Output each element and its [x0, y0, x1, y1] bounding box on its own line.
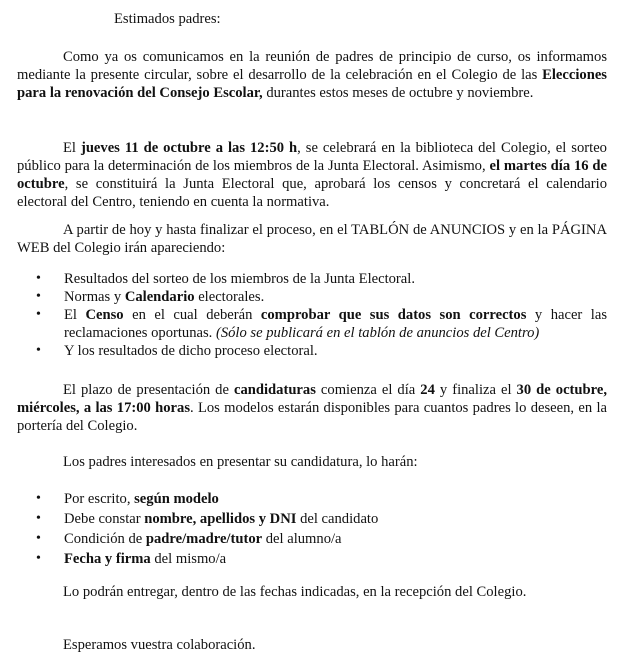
requirements-list — [17, 490, 607, 570]
p2-text: El — [63, 140, 81, 156]
bullet-icon: • — [36, 531, 41, 546]
p2-text-end: , se constituirá la Junta Electoral que, aprobará los censos y concretará el calendario electoral del Centro, teniendo en cuenta la normativa. — [17, 176, 607, 210]
closing: Esperamos vuestra colaboración. — [63, 637, 256, 653]
paragraph-interesados: Los padres interesados en presentar su candidatura, lo harán: — [63, 454, 418, 470]
p1-text-end: durantes estos meses de octubre y noviembre. — [262, 85, 534, 101]
p1-bold-elections: Elecciones para la renovación del Consejo Escolar, — [17, 67, 607, 101]
bullet-icon: • — [36, 289, 41, 304]
paragraph-elections-intro — [17, 48, 607, 102]
paragraph-tablon: A partir de hoy y hasta finalizar el proceso, en el TABLÓN de ANUNCIOS y en la PÁGINA WEB del Colegio irán apareciendo: — [17, 222, 607, 256]
p2-bold-date2: el martes día 16 de octubre — [17, 158, 607, 192]
bullet-icon: • — [36, 343, 41, 358]
paragraph-junta-electoral — [17, 139, 607, 211]
bullet-icon: • — [36, 551, 41, 566]
list-item: • Por escrito, según modelo — [36, 491, 219, 507]
list-item: • Debe constar nombre, apellidos y DNI del candidato — [36, 511, 379, 527]
list-item: • Resultados del sorteo de los miembros de la Junta Electoral. — [36, 271, 415, 287]
list-item: • El Censo en el cual deberán comprobar que sus datos son correctos y hacer las reclamaciones oportunas. (Sólo se publicará en el tablón de anuncios del Centro) — [36, 307, 607, 341]
list-item: • Normas y Calendario electorales. — [36, 289, 265, 305]
p1-text: Como ya os comunicamos en la reunión de padres de principio de curso, os informamos mediante la presente circular, sobre el desarrollo de la celebración en el Colegio de las — [17, 49, 607, 83]
bullet-icon: • — [36, 307, 41, 322]
bullet-icon: • — [36, 271, 41, 286]
list-item: • Condición de padre/madre/tutor del alumno/a — [36, 531, 342, 547]
bullet-icon: • — [36, 511, 41, 526]
list-item: • Fecha y firma del mismo/a — [36, 551, 227, 567]
publication-list — [17, 270, 607, 360]
list-item: • Y los resultados de dicho proceso electoral. — [36, 343, 318, 359]
p2-bold-date1: jueves 11 de octubre a las 12:50 h — [80, 140, 298, 156]
paragraph-candidaturas: El plazo de presentación de candidaturas comienza el día 24 y finaliza el 30 de octubre, miércoles, a las 17:00 horas. Los modelos estarán disponibles para cuantos padres lo deseen, en la portería del Colegio. — [17, 382, 607, 434]
bullet-icon: • — [36, 491, 41, 506]
p2-text-mid: , se celebrará en la biblioteca del Colegio, el sorteo público para la determinación de los miembros de la Junta Electoral. Asimismo, — [17, 140, 607, 174]
paragraph-entrega: Lo podrán entregar, dentro de las fechas indicadas, en la recepción del Colegio. — [63, 584, 527, 600]
greeting: Estimados padres: — [114, 11, 221, 27]
